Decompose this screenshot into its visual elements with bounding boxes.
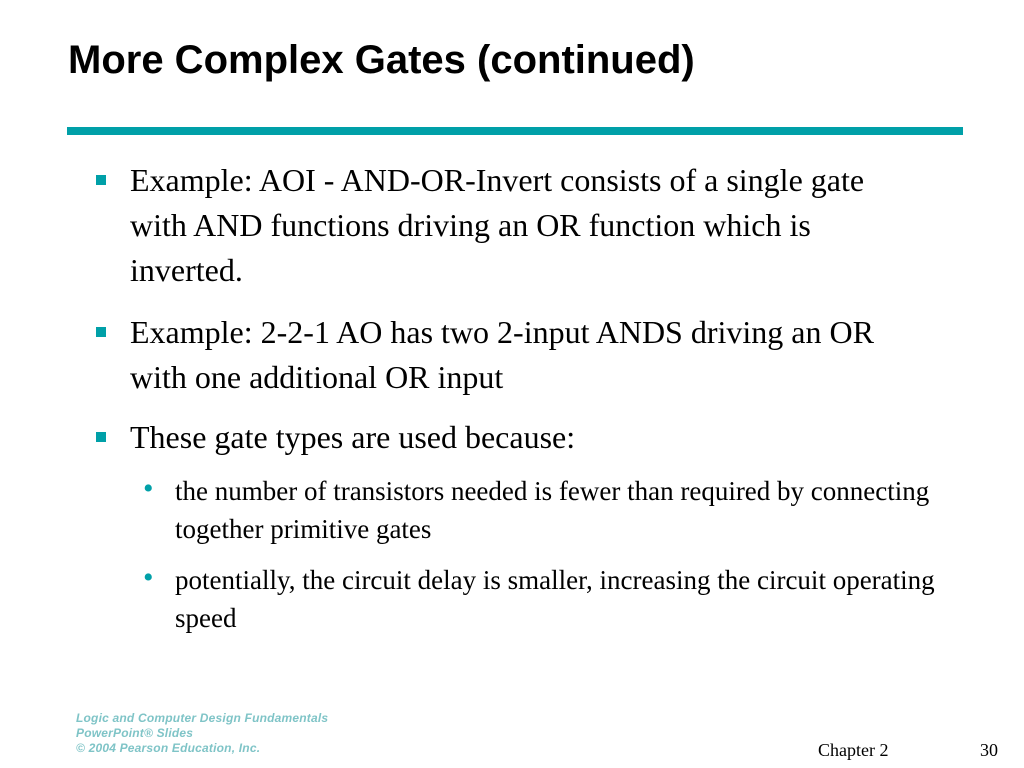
chapter-label: Chapter 2 bbox=[818, 740, 889, 760]
bullet-text: Example: AOI - AND-OR-Invert consists of a single gate with AND functions driving an OR function which is inverted. bbox=[130, 162, 865, 288]
bullet-item bbox=[130, 158, 910, 293]
sub-bullet-item bbox=[143, 472, 955, 548]
publisher-logo bbox=[76, 711, 328, 756]
round-bullet-icon: • bbox=[143, 561, 154, 594]
bullet-item bbox=[130, 310, 910, 400]
bullet-item bbox=[130, 415, 910, 460]
square-bullet-icon bbox=[96, 327, 106, 337]
page-number: 30 bbox=[980, 740, 998, 760]
round-bullet-icon: • bbox=[143, 472, 154, 505]
logo-line: PowerPoint® Slides bbox=[76, 726, 194, 740]
square-bullet-icon bbox=[96, 175, 106, 185]
slide-title: More Complex Gates (continued) bbox=[68, 38, 695, 82]
bullet-text: These gate types are used because: bbox=[130, 419, 576, 455]
bullet-text: Example: 2-2-1 AO has two 2-input ANDS driving an OR with one additional OR input bbox=[130, 314, 874, 395]
sub-bullet-item bbox=[143, 561, 955, 637]
sub-bullet-text: the number of transistors needed is fewer than required by connecting together primitive gates bbox=[175, 476, 930, 544]
square-bullet-icon bbox=[96, 432, 106, 442]
logo-line: © 2004 Pearson Education, Inc. bbox=[76, 741, 261, 755]
logo-line: Logic and Computer Design Fundamentals bbox=[76, 711, 329, 725]
sub-bullet-text: potentially, the circuit delay is smaller, increasing the circuit operating speed bbox=[175, 565, 935, 633]
